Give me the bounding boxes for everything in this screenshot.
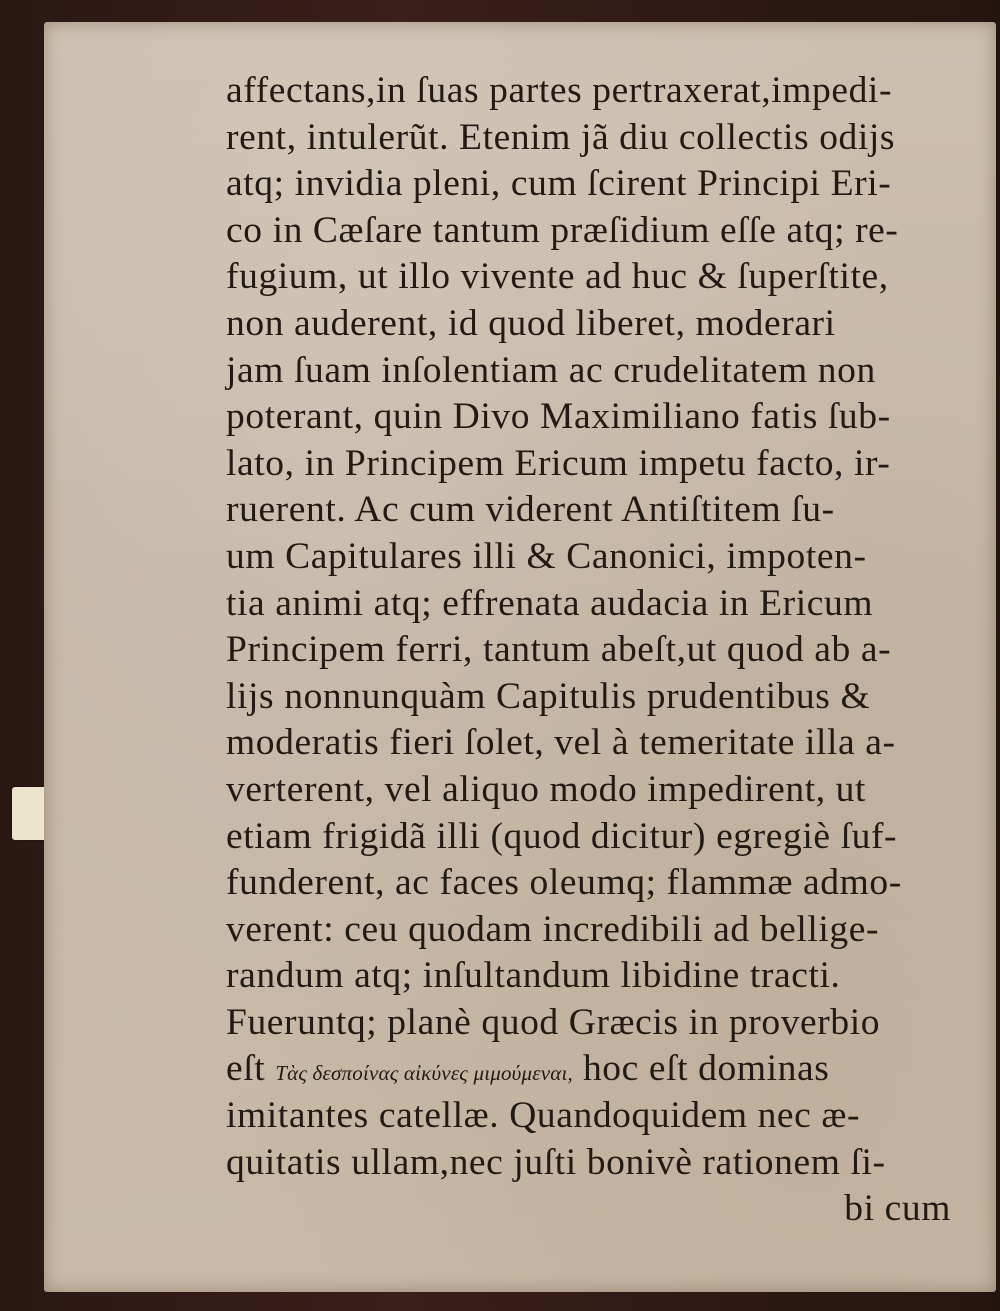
text-line-2: rent, intulerũt. Etenim jã diu collectis odijs [226, 116, 896, 158]
text-line-17: etiam frigidã illi (quod dicitur) egregiè ſuf- [226, 815, 898, 857]
text-line-20: randum atq; inſultandum libidine tracti. [226, 955, 841, 997]
greek-line-prefix: eſt [226, 1048, 266, 1090]
text-line-4: co in Cæſare tantum præſidium eſſe atq; re- [226, 209, 899, 251]
text-line-10: ruerent. Ac cum viderent Antiſtitem ſu- [226, 489, 835, 531]
text-line-11: um Capitulares illi & Canonici, impoten- [226, 535, 867, 577]
text-line-15: moderatis fieri ſolet, vel à temeritate illa a- [226, 722, 896, 764]
text-line-9: lato, in Principem Ericum impetu facto, ir- [226, 442, 891, 484]
text-line-21: Fueruntq; planè quod Græcis in proverbio [226, 1001, 881, 1043]
text-line-8: poterant, quin Divo Maximiliano fatis ſub- [226, 396, 891, 438]
text-line-19: verent: ceu quodam incredibili ad bellige- [226, 908, 880, 950]
text-line-13: Principem ferri, tantum abeſt,ut quod ab a- [226, 629, 892, 671]
text-line-5: fugium, ut illo vivente ad huc & ſuperſtite, [226, 256, 889, 298]
text-line-16: verterent, vel aliquo modo impedirent, ut [226, 768, 867, 810]
greek-line-suffix: hoc eſt dominas [582, 1048, 830, 1090]
text-line-1: affectans,in ſuas partes pertraxerat,impedi- [226, 70, 893, 111]
text-line-18: funderent, ac faces oleumq; flammæ admo- [226, 862, 902, 904]
page-text [226, 68, 951, 1233]
text-line-3: atq; invidia pleni, cum ſcirent Principi Eri- [226, 163, 892, 205]
text-line-12: tia animi atq; effrenata audacia in Ericum [226, 582, 874, 624]
text-line-23: imitantes catellæ. Quandoquidem nec æ- [226, 1095, 861, 1137]
greek-proverb: Τὰς δεσποίνας αἰκύνες μιμούμεναι, [275, 1061, 573, 1086]
text-line-14: lijs nonnunquàm Capitulis prudentibus & [226, 675, 871, 717]
text-line-22-greek [226, 1046, 951, 1093]
text-line-7: jam ſuam inſolentiam ac crudelitatem non [226, 349, 876, 391]
catchword: bi cum [844, 1188, 951, 1230]
text-line-24: quitatis ullam,nec juſti bonivè rationem ſi- [226, 1141, 886, 1183]
text-line-6: non auderent, id quod liberet, moderari [226, 302, 836, 344]
